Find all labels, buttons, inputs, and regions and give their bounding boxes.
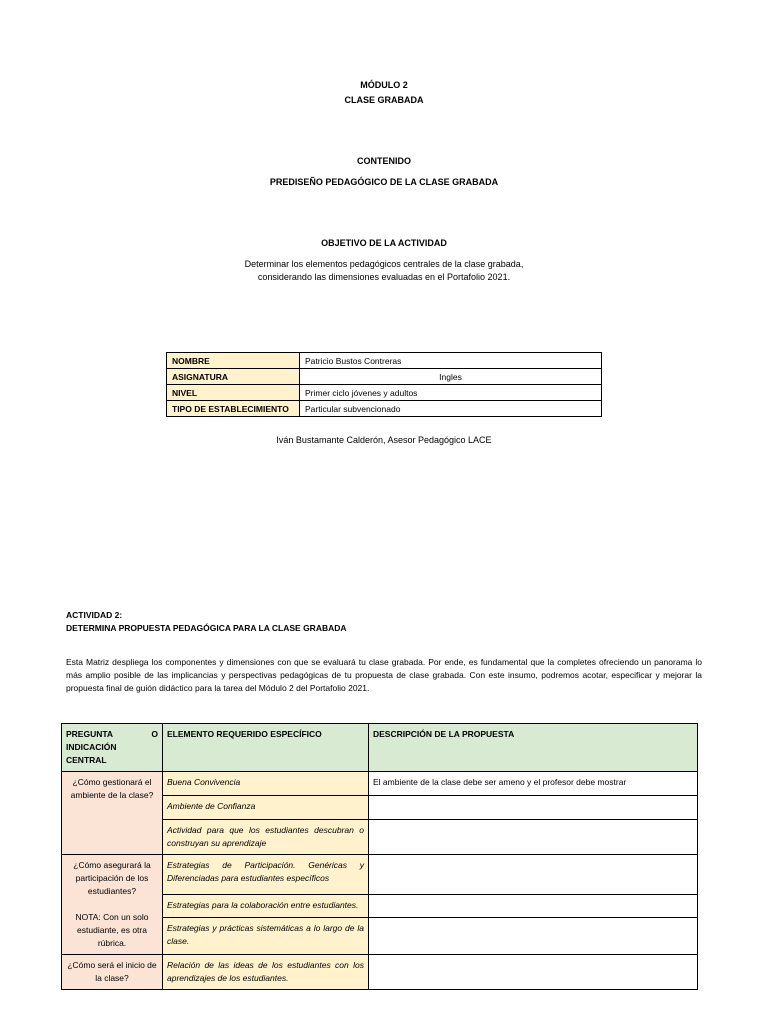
element-cell: Actividad para que los estudiantes descubran o construyan su aprendizaje xyxy=(163,820,369,855)
info-row xyxy=(167,369,602,385)
description-cell[interactable] xyxy=(369,855,698,895)
element-cell: Ambiente de Confianza xyxy=(163,796,369,820)
header-description: DESCRIPCIÓN DE LA PROPUESTA xyxy=(369,724,698,772)
info-table xyxy=(166,352,602,417)
question-note: NOTA: Con un solo estudiante, es otra rúbrica. xyxy=(75,912,149,948)
info-value: Primer ciclo jóvenes y adultos xyxy=(300,385,602,401)
question-text: ¿Cómo asegurará la participación de los estudiantes? xyxy=(73,860,151,896)
module-title: MÓDULO 2 xyxy=(360,80,408,90)
activity-title: DETERMINA PROPUESTA PEDAGÓGICA PARA LA CLASE GRABADA xyxy=(66,623,347,633)
info-label: NIVEL xyxy=(167,385,300,401)
objective-line-2: considerando las dimensiones evaluadas en el Portafolio 2021. xyxy=(257,272,511,282)
header-question-a: PREGUNTA xyxy=(66,729,114,739)
objective-text xyxy=(0,258,768,284)
content-label: CONTENIDO xyxy=(357,156,411,166)
intro-paragraph: Esta Matriz despliega los componentes y dimensiones con que se evaluará tu clase grabada. Por ende, es fundamental que la completes ofreciendo un panorama lo más amplio posible de las implicancias y perspectivas pedagógicas de tu propuesta de clase grabada. Con este insumo, podremos acotar, especificar y mejorar la propuesta final de guión didáctico para la tarea del Módulo 2 del Portafolio 2021. xyxy=(66,657,702,693)
info-row xyxy=(167,353,602,369)
element-cell: Buena Convivencia xyxy=(163,772,369,796)
info-row xyxy=(167,401,602,417)
proposal-matrix xyxy=(61,723,698,990)
table-row xyxy=(62,772,698,796)
info-value: Patricio Bustos Contreras xyxy=(300,353,602,369)
element-cell: Estrategias de Participación. Genéricas y Diferenciadas para estudiantes específicos xyxy=(163,855,369,895)
element-cell: Relación de las ideas de los estudiantes con los aprendizajes de los estudiantes. xyxy=(163,955,369,990)
description-cell[interactable]: El ambiente de la clase debe ser ameno y el profesor debe mostrar xyxy=(369,772,698,796)
table-row xyxy=(62,955,698,990)
class-type: CLASE GRABADA xyxy=(344,95,424,105)
element-cell: Estrategias para la colaboración entre estudiantes. xyxy=(163,895,369,918)
info-label: TIPO DE ESTABLECIMIENTO xyxy=(167,401,300,417)
objective-line-1: Determinar los elementos pedagógicos centrales de la clase grabada, xyxy=(244,259,524,269)
question-participacion xyxy=(62,855,163,955)
info-value: Ingles xyxy=(300,369,602,385)
question-inicio: ¿Cómo será el inicio de la clase? xyxy=(62,955,163,990)
header-question xyxy=(62,724,163,772)
table-row xyxy=(62,855,698,895)
description-cell[interactable] xyxy=(369,955,698,990)
info-row xyxy=(167,385,602,401)
info-value: Particular subvencionado xyxy=(300,401,602,417)
header-element: ELEMENTO REQUERIDO ESPECÍFICO xyxy=(163,724,369,772)
element-cell: Estrategias y prácticas sistemáticas a lo largo de la clase. xyxy=(163,918,369,955)
author-line: Iván Bustamante Calderón, Asesor Pedagógico LACE xyxy=(276,435,492,445)
description-cell[interactable] xyxy=(369,895,698,918)
description-cell[interactable] xyxy=(369,918,698,955)
objective-label: OBJETIVO DE LA ACTIVIDAD xyxy=(321,238,447,248)
header-question-b: O xyxy=(151,729,158,739)
description-cell[interactable] xyxy=(369,820,698,855)
content-title: PREDISEÑO PEDAGÓGICO DE LA CLASE GRABADA xyxy=(269,177,499,187)
info-label: NOMBRE xyxy=(167,353,300,369)
question-ambiente: ¿Cómo gestionará el ambiente de la clase? xyxy=(62,772,163,855)
header-question-c: INDICACIÓN CENTRAL xyxy=(66,742,117,765)
matrix-header-row xyxy=(62,724,698,772)
activity-label: ACTIVIDAD 2: xyxy=(66,610,123,620)
info-label: ASIGNATURA xyxy=(167,369,300,385)
description-cell[interactable] xyxy=(369,796,698,820)
